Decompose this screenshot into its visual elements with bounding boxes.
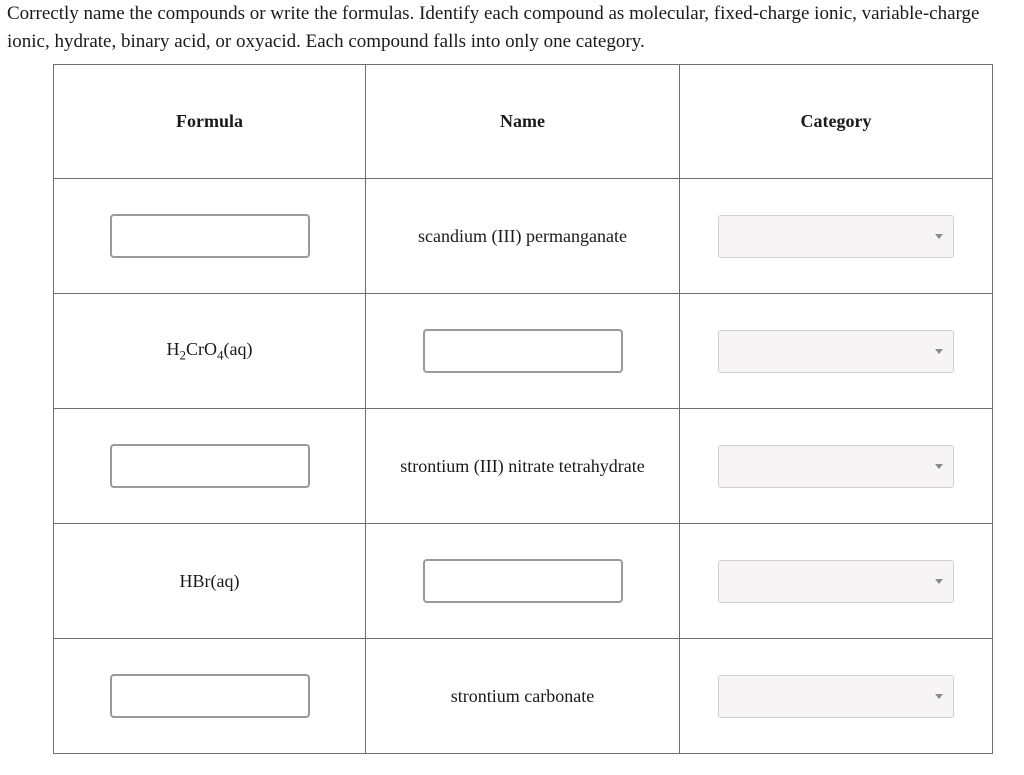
name-cell <box>366 639 680 754</box>
formula-cell <box>54 409 366 524</box>
formula-cell <box>54 639 366 754</box>
category-select[interactable] <box>718 215 954 258</box>
chevron-down-icon <box>935 464 943 469</box>
chevron-down-icon <box>935 349 943 354</box>
category-cell <box>680 524 993 639</box>
instructions-text: Correctly name the compounds or write the formulas. Identify each compound as molecular, fixed-charge ionic, variable-charge ionic, hydrate, binary acid, or oxyacid. Each compound falls into only one category. <box>7 3 980 52</box>
category-select[interactable] <box>718 675 954 718</box>
table-row <box>54 409 993 524</box>
compound-table <box>53 64 993 754</box>
category-cell <box>680 294 993 409</box>
formula-input[interactable] <box>110 214 310 258</box>
name-input[interactable] <box>423 329 623 373</box>
table-header-row <box>54 65 993 179</box>
category-select[interactable] <box>718 445 954 488</box>
category-select[interactable] <box>718 330 954 373</box>
name-input[interactable] <box>423 559 623 603</box>
formula-cell <box>54 179 366 294</box>
name-cell <box>366 179 680 294</box>
name-header: Name <box>366 65 680 179</box>
compound-name: strontium (III) nitrate tetrahydrate <box>400 455 645 476</box>
compound-name: strontium carbonate <box>450 685 595 706</box>
formula-input[interactable] <box>110 674 310 718</box>
name-cell <box>366 524 680 639</box>
compound-name: scandium (III) permanganate <box>418 225 627 246</box>
formula-header: Formula <box>54 65 366 179</box>
name-cell <box>366 294 680 409</box>
chevron-down-icon <box>935 579 943 584</box>
category-cell <box>680 639 993 754</box>
table-row <box>54 524 993 639</box>
table-row <box>54 179 993 294</box>
formula-input[interactable] <box>110 444 310 488</box>
category-cell <box>680 409 993 524</box>
chevron-down-icon <box>935 234 943 239</box>
formula-cell <box>54 524 366 639</box>
name-cell <box>366 409 680 524</box>
compound-formula: HBr(aq) <box>179 570 240 591</box>
table-row <box>54 639 993 754</box>
category-select[interactable] <box>718 560 954 603</box>
compound-formula: $H_2CrO_4(aq)$ <box>166 338 253 363</box>
formula-cell <box>54 294 366 409</box>
chevron-down-icon <box>935 694 943 699</box>
table-row <box>54 294 993 409</box>
category-header: Category <box>680 65 993 179</box>
category-cell <box>680 179 993 294</box>
